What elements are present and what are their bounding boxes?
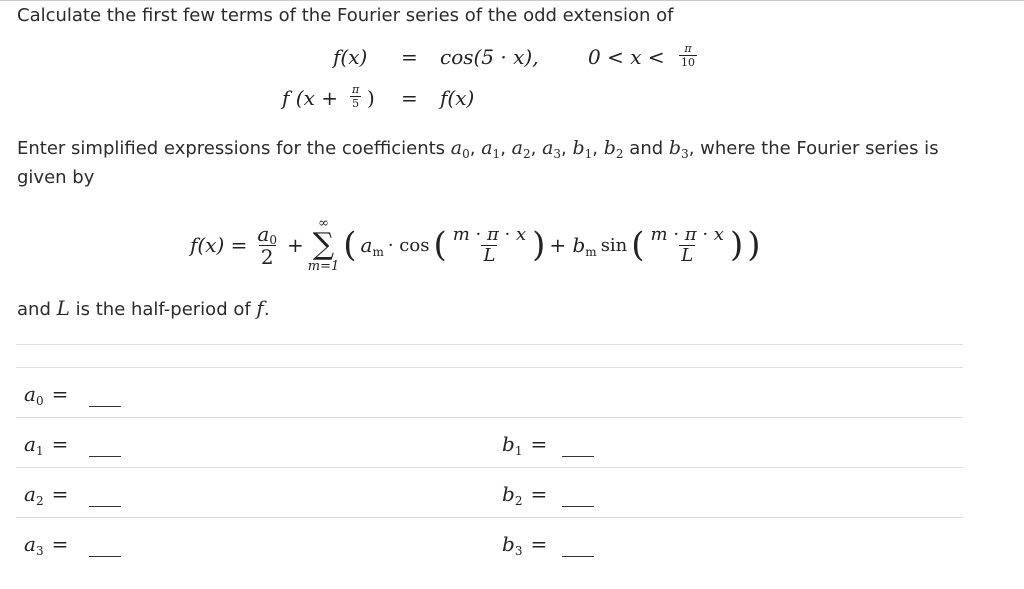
coeff-b1: $b_1$ [572, 137, 593, 161]
def1-rel: = [401, 45, 418, 69]
answer-divider-3 [16, 467, 963, 468]
answer-divider-0 [16, 344, 963, 345]
cos-argument: $\frac{m \cdot \pi \cdot x}{L}$ [452, 223, 527, 266]
a3-answer-blank[interactable] [89, 556, 121, 557]
def1-domain-num: π [684, 42, 692, 55]
outer-paren-close: ) [747, 225, 761, 265]
am-term: $a_m$ [360, 233, 384, 259]
series-plus: + [286, 233, 304, 257]
bm-term: + $b_m$ [549, 233, 597, 259]
b1-answer-blank[interactable] [562, 456, 594, 457]
def2-lhs-den: 5 [352, 97, 360, 110]
def2-rel: = [401, 86, 418, 110]
a0-label: $a_0$ = [24, 382, 69, 408]
sin-paren-close: ) [729, 225, 744, 265]
a2-label: $a_2$ = [24, 482, 69, 508]
def1-domain: 0 < x < [588, 45, 665, 69]
instruction-line2: given by [17, 167, 95, 188]
instruction-line1: Enter simplified expressions for the coefficients [17, 138, 446, 159]
coeff-b3: $b_3$ [668, 137, 689, 161]
intro-text: Calculate the first few terms of the Fourier series of the odd extension of [17, 5, 674, 26]
b1-label: $b_1$ = [502, 432, 548, 458]
a1-label: $a_1$ = [24, 432, 69, 458]
def1-domain-fraction [679, 43, 697, 68]
coeff-a2: $a_2$ [511, 137, 531, 161]
outer-paren-open: ( [343, 225, 357, 265]
def1-domain-den: 10 [681, 56, 695, 69]
top-divider [0, 0, 1024, 1]
def2-rhs: f(x) [440, 86, 475, 110]
def1-rhs: cos(5 · x), [440, 45, 539, 69]
half-period-note: and L is the half-period of f. [17, 296, 270, 320]
a2-answer-blank[interactable] [89, 506, 121, 507]
answer-divider-1 [16, 367, 963, 368]
sum-lower-limit: m=1 [307, 259, 340, 274]
coeff-a0: $a_0$ [450, 137, 470, 161]
fourier-series-formula [190, 210, 760, 280]
cos-paren-open: ( [433, 225, 447, 265]
cos-label: · cos [387, 234, 430, 256]
answer-divider-4 [16, 517, 963, 518]
coeff-b2: $b_2$ [603, 137, 624, 161]
b2-answer-blank[interactable] [562, 506, 594, 507]
instruction-text: Enter simplified expressions for the coefficients $a_0$, $a_1$, $a_2$, $a_3$, $b_1$, $b_2$ and $b_3$, where the Fourier series is given by [17, 137, 939, 188]
instruction-line1-end: , where the Fourier series is [688, 138, 939, 159]
b3-label: $b_3$ = [502, 532, 548, 558]
def2-lhs-start: f (x + [282, 86, 338, 110]
cos-paren-close: ) [532, 225, 546, 265]
def2-lhs-num: π [352, 83, 360, 96]
L-symbol: L [56, 296, 70, 320]
a0-over-2: $\frac{a0}{2}$ [257, 221, 277, 269]
a3-label: $a_3$ = [24, 532, 69, 558]
and-word: and [629, 138, 664, 159]
f-symbol: f [256, 296, 264, 320]
def2-lhs-end: ) [367, 86, 375, 110]
def1-lhs: f(x) [333, 45, 368, 69]
a0-answer-blank[interactable] [89, 406, 121, 407]
coeff-a3: $a_3$ [542, 137, 562, 161]
sigma-symbol: ∑ [312, 227, 335, 262]
b2-label: $b_2$ = [502, 482, 548, 508]
a1-answer-blank[interactable] [89, 456, 121, 457]
summation-sign [308, 217, 340, 273]
sin-paren-open: ( [631, 225, 645, 265]
sin-argument: $\frac{m \cdot \pi \cdot x}{L}$ [650, 223, 724, 266]
def2-lhs-fraction [350, 84, 361, 109]
sum-upper-limit: ∞ [318, 216, 329, 231]
sin-label: sin [600, 234, 628, 256]
answer-divider-2 [16, 417, 963, 418]
coeff-a1: $a_1$ [481, 137, 501, 161]
b3-answer-blank[interactable] [562, 556, 594, 557]
series-lhs: f(x) = [190, 233, 248, 257]
